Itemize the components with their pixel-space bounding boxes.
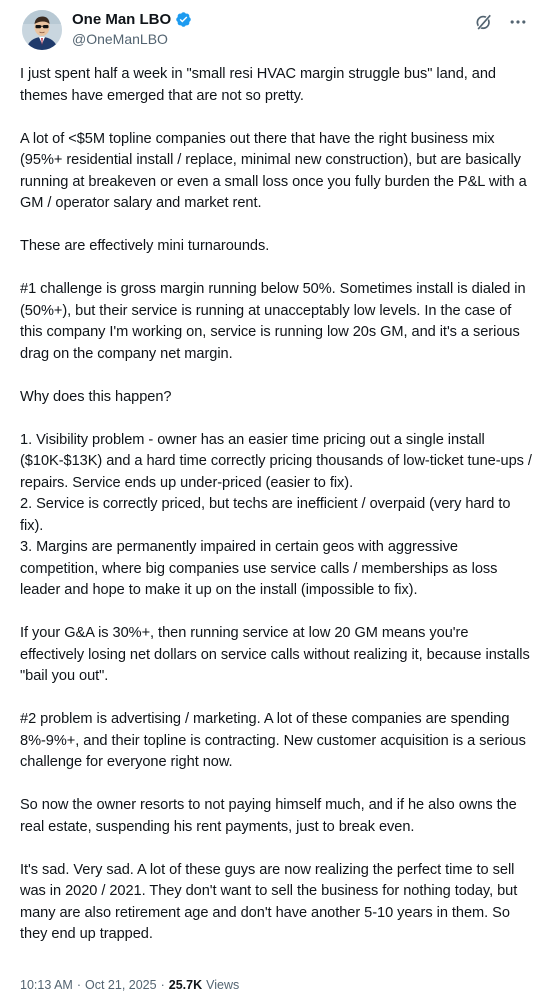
header-actions [474,12,528,32]
paragraph: If your G&A is 30%+, then running service at low 20 GM means you're effectively losing net dollars on service calls without realizing it, because installs "bail you out". [20,625,530,684]
tweet-text [20,64,536,967]
display-name-row [72,9,192,29]
views-label: Views [206,978,240,992]
paragraph: Why does this happen? [20,388,172,405]
paragraph: I just spent half a week in "small resi HVAC margin struggle bus" land, and themes have emerged that are not so pretty. [20,66,496,104]
paragraph: So now the owner resorts to not paying himself much, and if he also owns the real estate, suspending his rent payments, just to break even. [20,797,517,835]
author-display-name[interactable]: One Man LBO [72,10,172,28]
paragraph: A lot of <$5M topline companies out there that have the right business mix (95%+ residential install / replace, minimal new construction), but are basically running at breakeven or even a small loss once you fully burden the P&L with a GM / operator salary and market rent. [20,130,527,211]
avatar-photo-icon [22,10,62,50]
tweet-meta [20,978,239,992]
paragraph: These are effectively mini turnarounds. [20,238,270,254]
paragraph: 1. Visibility problem - owner has an easier time pricing out a single install ($10K-$13K) and a hard time correctly pricing thousands of low-ticket tune-ups / repairs. Service ends up under-priced (easier to fix). 2. Service is correctly priced, but techs are inefficient / overpaid (very hard to fix). 3. Margins are permanently impaired in certain geos with aggressive competition, where big companies use service calls / memberships as loss leader and hope to make it up on the install (impossible to fix). [20,431,532,598]
paragraph: It's sad. Very sad. A lot of these guys are now realizing the perfect time to sell was in 2020 / 2021. They don't want to sell the business for nothing today, but many are also retirement age and don't have another 5-10 years in them. So they end up trapped. [20,861,518,942]
views-count: 25.7K [168,978,203,992]
avatar[interactable] [22,10,62,50]
paragraph: #1 challenge is gross margin running below 50%. Sometimes install is dialed in (50%+), but their service is running at unacceptably low levels. In the case of this company I'm working on, service is running low 20s GM, and it's a serious drag on the company net margin. [20,281,526,362]
meta-separator: · [76,978,81,992]
meta-separator: · [160,978,165,992]
post-time[interactable]: 10:13 AM [20,978,73,992]
author-names [72,9,192,47]
grok-icon[interactable] [474,12,494,32]
verified-badge-icon [175,11,192,28]
paragraph: #2 problem is advertising / marketing. A lot of these companies are spending 8%-9%+, and their topline is contracting. New customer acquisition is a serious challenge for everyone right now. [20,711,526,770]
post-date[interactable]: Oct 21, 2025 [85,978,157,992]
more-horizontal-icon[interactable] [508,12,528,32]
tweet-header [10,0,538,62]
author-handle[interactable]: @OneManLBO [72,31,168,47]
